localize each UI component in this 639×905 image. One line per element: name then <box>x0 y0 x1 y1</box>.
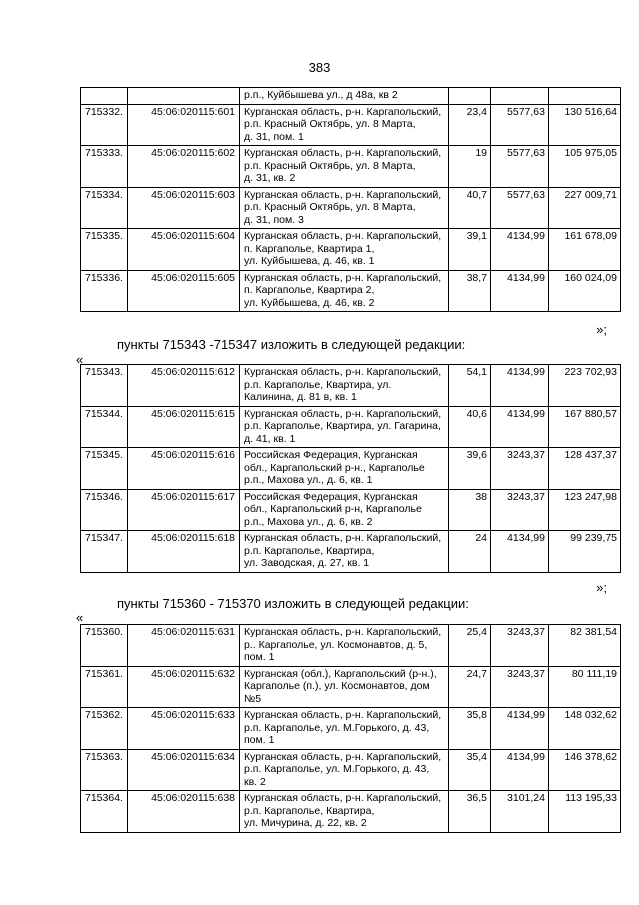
address-line: р.. Каргаполье, ул. Космонавтов, д. 5, <box>244 638 428 651</box>
cadastral-number-cell: 45:06:020115:631 <box>128 625 240 667</box>
address-line: р.п. Каргаполье, ул. М.Горького, д. 43, <box>244 763 430 775</box>
area-cell: 36,5 <box>449 791 491 833</box>
address-line: р.п. Красный Октябрь, ул. 8 Марта, <box>244 159 416 172</box>
address-cell <box>240 489 449 531</box>
address-line: д. 31, кв. 2 <box>244 172 296 184</box>
address-line: р.п., Куйбышева ул., д 48а, кв 2 <box>244 89 398 101</box>
cadastral-value-cell <box>549 88 621 105</box>
address-line: р.п. Красный Октябрь, ул. 8 Марта, <box>244 118 416 130</box>
unit-price-cell: 4134,99 <box>491 229 549 271</box>
address-cell <box>240 365 449 407</box>
address-cell <box>240 406 449 448</box>
cadastral-value-cell: 113 195,33 <box>549 791 621 833</box>
item-number-cell: 715344. <box>81 406 128 448</box>
item-number-cell: 715335. <box>81 229 128 271</box>
area-cell: 38,7 <box>449 270 491 312</box>
amendment-instruction-2: пункты 715360 - 715370 изложить в следующей редакции: <box>117 596 469 611</box>
cadastral-number-cell <box>128 88 240 105</box>
cadastral-number-cell: 45:06:020115:603 <box>128 187 240 229</box>
area-cell: 24 <box>449 531 491 573</box>
cadastral-value-cell: 146 378,62 <box>549 749 621 791</box>
address-line: ул. Куйбышева, д. 46, кв. 2 <box>244 296 375 309</box>
cadastral-value-cell: 123 247,98 <box>549 489 621 531</box>
table-row <box>81 749 621 791</box>
address-cell <box>240 104 449 146</box>
area-cell: 39,6 <box>449 448 491 490</box>
area-cell: 40,7 <box>449 187 491 229</box>
address-line: Курганская область, р-н. Каргапольский, <box>244 271 442 284</box>
cadastral-value-cell: 130 516,64 <box>549 104 621 146</box>
address-cell <box>240 791 449 833</box>
cadastral-number-cell: 45:06:020115:618 <box>128 531 240 573</box>
address-line: р.п., Махова ул., д. 6, кв. 2 <box>244 515 373 528</box>
unit-price-cell: 4134,99 <box>491 531 549 573</box>
cadastral-number-cell: 45:06:020115:612 <box>128 365 240 407</box>
address-line: Курганская область, р-н. Каргапольский, <box>244 105 442 118</box>
cadastral-number-cell: 45:06:020115:602 <box>128 146 240 188</box>
table-row <box>81 229 621 271</box>
address-line: д. 41, кв. 1 <box>244 432 296 445</box>
address-line: р.п. Каргаполье, Квартира, <box>244 804 375 817</box>
area-cell: 19 <box>449 146 491 188</box>
address-line: ул. Куйбышева, д. 46, кв. 1 <box>244 255 375 267</box>
address-line: Каргаполье (п.), ул. Космонавтов, дом <box>244 680 430 692</box>
item-number-cell: 715362. <box>81 708 128 750</box>
address-line: пом. 1 <box>244 651 275 663</box>
cadastral-value-cell: 99 239,75 <box>549 531 621 573</box>
address-line: Курганская (обл.), Каргапольский (р-н.), <box>244 667 437 680</box>
cadastral-value-cell: 82 381,54 <box>549 625 621 667</box>
area-cell: 39,1 <box>449 229 491 271</box>
area-cell: 23,4 <box>449 104 491 146</box>
address-line: обл., Каргапольский р-н., Каргаполье <box>244 461 425 474</box>
address-line: р.п. Каргаполье, Квартира, ул. Гагарина, <box>244 420 441 432</box>
opening-quote-2: « <box>76 610 84 625</box>
table-row <box>81 625 621 667</box>
closing-quote-1: »; <box>596 322 607 337</box>
item-number-cell: 715345. <box>81 448 128 490</box>
item-number-cell: 715332. <box>81 104 128 146</box>
address-line: р.п. Каргаполье, ул. М.Горького, д. 43, <box>244 721 430 734</box>
item-number-cell: 715336. <box>81 270 128 312</box>
cadastral-value-cell: 223 702,93 <box>549 365 621 407</box>
unit-price-cell <box>491 88 549 105</box>
unit-price-cell: 3101,24 <box>491 791 549 833</box>
address-cell <box>240 531 449 573</box>
address-line: ул. Заводская, д. 27, кв. 1 <box>244 557 370 569</box>
address-cell <box>240 749 449 791</box>
address-line: Курганская область, р-н. Каргапольский, <box>244 407 442 420</box>
page-number: 383 <box>308 60 331 75</box>
address-cell <box>240 88 449 105</box>
item-number-cell: 715334. <box>81 187 128 229</box>
cadastral-value-cell: 128 437,37 <box>549 448 621 490</box>
cadastral-value-cell: 227 009,71 <box>549 187 621 229</box>
address-line: Калинина, д. 81 в, кв. 1 <box>244 391 357 403</box>
opening-quote-1: « <box>76 352 84 367</box>
item-number-cell <box>81 88 128 105</box>
item-number-cell: 715364. <box>81 791 128 833</box>
unit-price-cell: 4134,99 <box>491 749 549 791</box>
cadastral-value-cell: 148 032,62 <box>549 708 621 750</box>
unit-price-cell: 5577,63 <box>491 146 549 188</box>
cadastral-number-cell: 45:06:020115:604 <box>128 229 240 271</box>
item-number-cell: 715343. <box>81 365 128 407</box>
item-number-cell: 715346. <box>81 489 128 531</box>
address-line: п. Каргаполье, Квартира 1, <box>244 242 375 255</box>
address-line: ул. Мичурина, д. 22, кв. 2 <box>244 817 367 829</box>
table-row <box>81 531 621 573</box>
unit-price-cell: 3243,37 <box>491 625 549 667</box>
cadastral-number-cell: 45:06:020115:601 <box>128 104 240 146</box>
cadastral-value-cell: 105 975,05 <box>549 146 621 188</box>
area-cell: 35,4 <box>449 749 491 791</box>
cadastral-number-cell: 45:06:020115:634 <box>128 749 240 791</box>
table-row <box>81 406 621 448</box>
table-row <box>81 187 621 229</box>
area-cell: 38 <box>449 489 491 531</box>
address-line: п. Каргаполье, Квартира 2, <box>244 284 375 296</box>
address-cell <box>240 708 449 750</box>
address-cell <box>240 146 449 188</box>
area-cell: 35,8 <box>449 708 491 750</box>
table-row <box>81 365 621 407</box>
address-cell <box>240 448 449 490</box>
address-line: д. 31, пом. 1 <box>244 130 304 143</box>
closing-quote-2: »; <box>596 580 607 595</box>
table-row <box>81 146 621 188</box>
address-cell <box>240 270 449 312</box>
item-number-cell: 715361. <box>81 666 128 708</box>
unit-price-cell: 4134,99 <box>491 406 549 448</box>
table-row <box>81 791 621 833</box>
area-cell <box>449 88 491 105</box>
address-line: обл., Каргапольский р-н, Каргаполье <box>244 503 422 515</box>
address-line: Российская Федерация, Курганская <box>244 490 418 503</box>
address-line: Курганская область, р-н. Каргапольский, <box>244 709 442 721</box>
cadastral-value-cell: 160 024,09 <box>549 270 621 312</box>
amendment-instruction-1: пункты 715343 -715347 изложить в следующей редакции: <box>117 337 466 352</box>
address-line: р.п. Каргаполье, Квартира, ул. <box>244 378 392 391</box>
table-row <box>81 489 621 531</box>
unit-price-cell: 4134,99 <box>491 365 549 407</box>
registry-table-3 <box>80 624 621 833</box>
item-number-cell: 715347. <box>81 531 128 573</box>
address-line: пом. 1 <box>244 734 275 746</box>
address-cell <box>240 625 449 667</box>
address-cell <box>240 229 449 271</box>
address-cell <box>240 187 449 229</box>
cadastral-number-cell: 45:06:020115:615 <box>128 406 240 448</box>
address-line: р.п., Махова ул., д. 6, кв. 1 <box>244 474 373 486</box>
address-line: Российская Федерация, Курганская <box>244 449 418 461</box>
item-number-cell: 715333. <box>81 146 128 188</box>
cadastral-number-cell: 45:06:020115:617 <box>128 489 240 531</box>
address-line: Курганская область, р-н. Каргапольский, <box>244 750 442 763</box>
address-line: Курганская область, р-н. Каргапольский, <box>244 188 442 201</box>
registry-table-2 <box>80 364 621 573</box>
item-number-cell: 715363. <box>81 749 128 791</box>
unit-price-cell: 5577,63 <box>491 187 549 229</box>
area-cell: 54,1 <box>449 365 491 407</box>
area-cell: 25,4 <box>449 625 491 667</box>
cadastral-number-cell: 45:06:020115:633 <box>128 708 240 750</box>
unit-price-cell: 3243,37 <box>491 666 549 708</box>
address-line: Курганская область, р-н. Каргапольский, <box>244 792 442 804</box>
table-row <box>81 448 621 490</box>
unit-price-cell: 4134,99 <box>491 708 549 750</box>
table-row <box>81 708 621 750</box>
address-line: кв. 2 <box>244 775 266 788</box>
area-cell: 40,6 <box>449 406 491 448</box>
address-line: Курганская область, р-н. Каргапольский, <box>244 147 442 159</box>
unit-price-cell: 3243,37 <box>491 489 549 531</box>
address-line: Курганская область, р-н. Каргапольский, <box>244 366 442 378</box>
unit-price-cell: 3243,37 <box>491 448 549 490</box>
address-line: р.п. Красный Октябрь, ул. 8 Марта, <box>244 201 416 213</box>
cadastral-number-cell: 45:06:020115:616 <box>128 448 240 490</box>
cadastral-value-cell: 167 880,57 <box>549 406 621 448</box>
table-row <box>81 104 621 146</box>
table-row <box>81 666 621 708</box>
registry-table-1 <box>80 87 621 312</box>
address-line: Курганская область, р-н. Каргапольский, <box>244 626 442 638</box>
cadastral-number-cell: 45:06:020115:632 <box>128 666 240 708</box>
item-number-cell: 715360. <box>81 625 128 667</box>
area-cell: 24,7 <box>449 666 491 708</box>
cadastral-number-cell: 45:06:020115:605 <box>128 270 240 312</box>
unit-price-cell: 5577,63 <box>491 104 549 146</box>
address-line: Курганская область, р-н. Каргапольский, <box>244 230 442 242</box>
address-cell <box>240 666 449 708</box>
unit-price-cell: 4134,99 <box>491 270 549 312</box>
cadastral-value-cell: 80 111,19 <box>549 666 621 708</box>
address-line: р.п. Каргаполье, Квартира, <box>244 544 375 557</box>
cadastral-value-cell: 161 678,09 <box>549 229 621 271</box>
cadastral-number-cell: 45:06:020115:638 <box>128 791 240 833</box>
address-line: Курганская область, р-н. Каргапольский, <box>244 532 442 544</box>
address-line: д. 31, пом. 3 <box>244 213 304 226</box>
address-line: №5 <box>244 692 262 705</box>
table-row <box>81 88 621 105</box>
table-row <box>81 270 621 312</box>
